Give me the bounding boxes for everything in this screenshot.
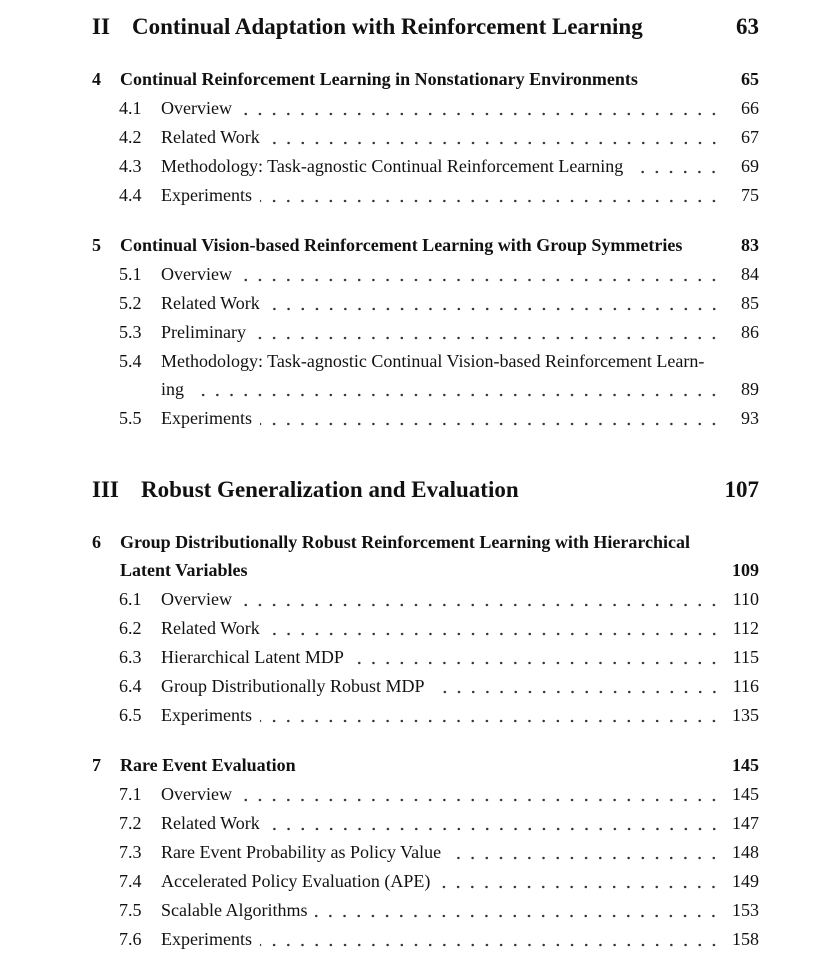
dot-leader <box>254 336 721 340</box>
section-page-number: 148 <box>732 842 759 862</box>
section-page-number: 112 <box>732 618 759 638</box>
chapter-heading[interactable] <box>92 65 759 93</box>
section-number: 6.4 <box>119 676 142 696</box>
section-page-number: 67 <box>741 127 759 147</box>
section-title: Related Work <box>161 293 260 313</box>
section-number: 4.3 <box>119 156 142 176</box>
section-title: Group Distributionally Robust MDP <box>161 676 425 696</box>
chapter-page-number: 109 <box>732 560 759 580</box>
section-entry[interactable] <box>119 838 759 866</box>
chapter-heading[interactable] <box>92 556 759 584</box>
section-page-number: 115 <box>732 647 759 667</box>
section-number: 7.6 <box>119 929 142 949</box>
section-entry[interactable] <box>119 404 759 432</box>
section-page-number: 147 <box>732 813 759 833</box>
dot-leader <box>631 170 721 174</box>
chapter-title: Continual Reinforcement Learning in Nonstationary Environments <box>120 69 638 89</box>
section-entry[interactable] <box>119 780 759 808</box>
dot-leader <box>352 661 721 665</box>
section-number: 7.5 <box>119 900 142 920</box>
section-entry[interactable] <box>119 809 759 837</box>
dot-leader <box>240 112 721 116</box>
dot-leader <box>240 603 721 607</box>
section-entry[interactable] <box>119 347 759 375</box>
section-title: Overview <box>161 264 232 284</box>
section-page-number: 66 <box>741 98 759 118</box>
section-page-number: 86 <box>741 322 759 342</box>
section-title: Methodology: Task-agnostic Continual Reinforcement Learning <box>161 156 624 176</box>
section-page-number: 93 <box>741 408 759 428</box>
section-title: Rare Event Probability as Policy Value <box>161 842 442 862</box>
section-number: 4.4 <box>119 185 142 205</box>
dot-leader <box>268 141 721 145</box>
section-number: 4.1 <box>119 98 142 118</box>
section-entry[interactable] <box>119 896 759 924</box>
chapter-number: 5 <box>92 235 101 255</box>
chapter-page-number: 65 <box>741 69 759 89</box>
section-title-continuation: ing <box>161 379 185 399</box>
section-entry[interactable] <box>119 643 759 671</box>
section-entry[interactable] <box>119 94 759 122</box>
section-page-number: 153 <box>732 900 759 920</box>
part-page-number: 107 <box>724 477 759 502</box>
section-title: Methodology: Task-agnostic Continual Vision-based Reinforcement Learn- <box>161 351 705 371</box>
chapter-title: Continual Vision-based Reinforcement Learning with Group Symmetries <box>120 235 683 255</box>
section-title: Preliminary <box>161 322 246 342</box>
section-title: Experiments <box>161 705 252 725</box>
section-entry[interactable] <box>119 867 759 895</box>
section-title: Related Work <box>161 813 260 833</box>
section-number: 5.2 <box>119 293 142 313</box>
section-number: 5.3 <box>119 322 142 342</box>
section-number: 7.4 <box>119 871 142 891</box>
part-heading[interactable] <box>92 13 759 41</box>
section-entry[interactable] <box>119 701 759 729</box>
part-heading[interactable] <box>92 476 759 504</box>
section-page-number: 69 <box>741 156 759 176</box>
chapter-heading[interactable] <box>92 751 759 779</box>
section-page-number: 85 <box>741 293 759 313</box>
section-entry-continuation[interactable] <box>161 375 759 403</box>
section-title: Experiments <box>161 929 252 949</box>
dot-leader <box>438 885 721 889</box>
dot-leader <box>260 199 721 203</box>
part-number: II <box>92 14 110 39</box>
section-entry[interactable] <box>119 152 759 180</box>
section-title: Overview <box>161 98 232 118</box>
section-page-number: 84 <box>741 264 759 284</box>
dot-leader <box>240 278 721 282</box>
section-title: Scalable Algorithms <box>161 900 308 920</box>
section-number: 6.2 <box>119 618 142 638</box>
section-page-number: 89 <box>741 379 759 399</box>
section-page-number: 75 <box>741 185 759 205</box>
section-number: 6.1 <box>119 589 142 609</box>
chapter-title: Latent Variables <box>120 560 248 580</box>
section-entry[interactable] <box>119 672 759 700</box>
section-number: 5.4 <box>119 351 142 371</box>
section-number: 6.3 <box>119 647 142 667</box>
dot-leader <box>268 307 721 311</box>
section-page-number: 149 <box>732 871 759 891</box>
section-entry[interactable] <box>119 181 759 209</box>
section-number: 7.3 <box>119 842 142 862</box>
section-page-number: 158 <box>732 929 759 949</box>
chapter-heading[interactable] <box>92 528 759 556</box>
section-title: Accelerated Policy Evaluation (APE) <box>161 871 431 891</box>
section-title: Experiments <box>161 185 252 205</box>
section-title: Related Work <box>161 127 260 147</box>
section-number: 6.5 <box>119 705 142 725</box>
dot-leader <box>260 719 721 723</box>
section-page-number: 110 <box>732 589 759 609</box>
chapter-title: Rare Event Evaluation <box>120 755 296 775</box>
chapter-heading[interactable] <box>92 231 759 259</box>
dot-leader <box>240 798 721 802</box>
section-entry[interactable] <box>119 614 759 642</box>
section-entry[interactable] <box>119 318 759 346</box>
dot-leader <box>192 393 721 397</box>
dot-leader <box>449 856 721 860</box>
dot-leader <box>268 827 721 831</box>
section-entry[interactable] <box>119 260 759 288</box>
section-number: 5.5 <box>119 408 142 428</box>
dot-leader <box>260 943 721 947</box>
section-number: 4.2 <box>119 127 142 147</box>
chapter-page-number: 145 <box>732 755 759 775</box>
section-number: 7.2 <box>119 813 142 833</box>
chapter-page-number: 83 <box>741 235 759 255</box>
dot-leader <box>433 690 721 694</box>
section-title: Overview <box>161 784 232 804</box>
dot-leader <box>268 632 721 636</box>
section-entry[interactable] <box>119 123 759 151</box>
section-page-number: 145 <box>732 784 759 804</box>
section-page-number: 135 <box>732 705 759 725</box>
section-number: 7.1 <box>119 784 142 804</box>
part-title: Continual Adaptation with Reinforcement Learning <box>132 14 643 39</box>
part-page-number: 63 <box>736 14 759 39</box>
dot-leader <box>260 422 721 426</box>
section-title: Hierarchical Latent MDP <box>161 647 344 667</box>
section-entry[interactable] <box>119 289 759 317</box>
section-page-number: 116 <box>732 676 759 696</box>
chapter-title: Group Distributionally Robust Reinforcement Learning with Hierarchical <box>120 532 690 552</box>
section-title: Related Work <box>161 618 260 638</box>
section-entry[interactable] <box>119 585 759 613</box>
section-title: Experiments <box>161 408 252 428</box>
chapter-number: 7 <box>92 755 101 775</box>
section-number: 5.1 <box>119 264 142 284</box>
section-entry[interactable] <box>119 925 759 953</box>
dot-leader <box>315 914 721 918</box>
chapter-number: 4 <box>92 69 101 89</box>
chapter-number: 6 <box>92 532 101 552</box>
part-number: III <box>92 477 119 502</box>
part-title: Robust Generalization and Evaluation <box>141 477 519 502</box>
section-title: Overview <box>161 589 232 609</box>
